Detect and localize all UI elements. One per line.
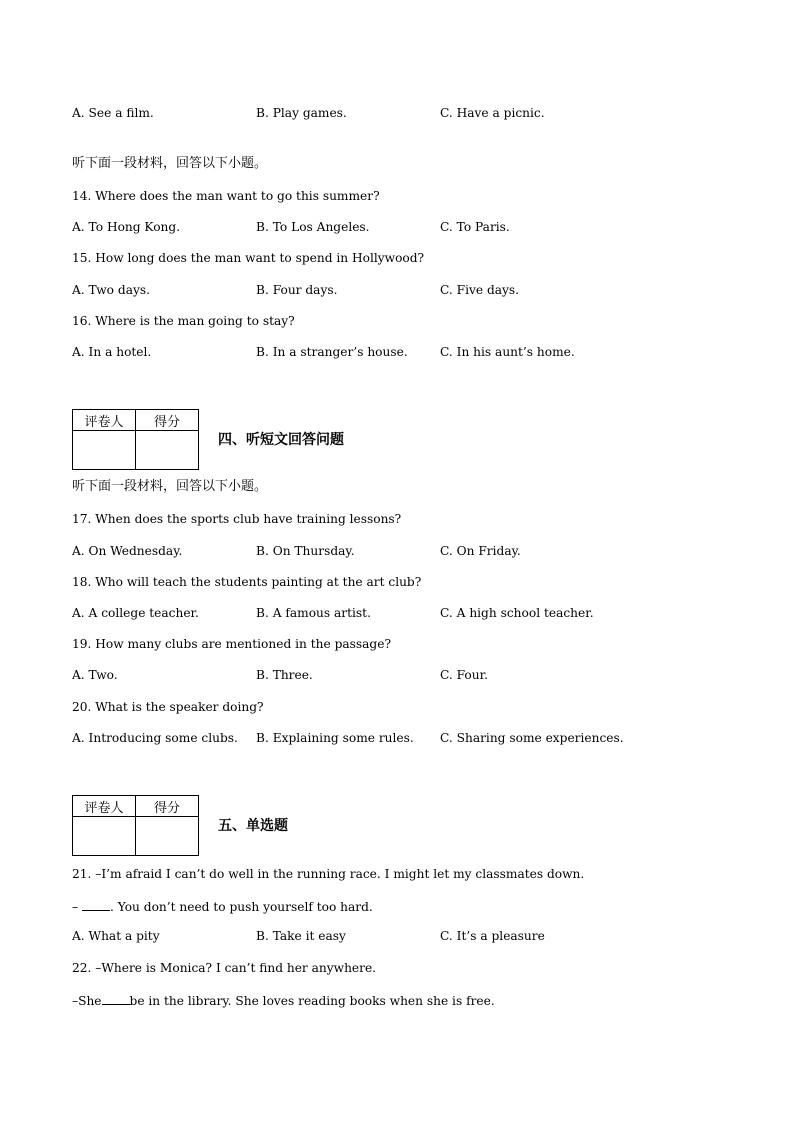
q19-option-a: A. Two. xyxy=(72,668,118,682)
answer-blank xyxy=(82,910,110,911)
section-title: 五、单选题 xyxy=(218,818,288,834)
q21-options xyxy=(72,928,732,944)
q15-option-a: A. Two days. xyxy=(72,283,150,297)
q17-option-b: B. On Thursday. xyxy=(256,544,355,558)
question-21-response xyxy=(72,899,373,915)
question-22-response xyxy=(72,993,495,1009)
grader-header: 评卷人 xyxy=(73,410,136,431)
question-20: 20. What is the speaker doing? xyxy=(72,700,264,714)
score-cell xyxy=(136,817,199,856)
q17-option-a: A. On Wednesday. xyxy=(72,544,183,558)
q17-option-c: C. On Friday. xyxy=(440,544,521,558)
q18-option-a: A. A college teacher. xyxy=(72,606,199,620)
q17-options xyxy=(72,543,732,559)
q16-option-b: B. In a stranger’s house. xyxy=(256,345,408,359)
section-title: 四、听短文回答问题 xyxy=(218,432,344,448)
listening-instruction: 听下面一段材料，回答以下小题。 xyxy=(72,156,268,171)
question-22-response-text: be in the library. She loves reading books when she is free. xyxy=(129,994,495,1008)
q19-option-c: C. Four. xyxy=(440,668,488,682)
q16-options xyxy=(72,344,732,360)
q13-option-c: C. Have a picnic. xyxy=(440,106,545,120)
question-21: 21. –I’m afraid I can’t do well in the running race. I might let my classmates down. xyxy=(72,867,585,881)
q19-option-b: B. Three. xyxy=(256,668,313,682)
q18-options xyxy=(72,605,732,621)
dash: – xyxy=(72,900,79,914)
question-21-response-text: . You don’t need to push yourself too hard. xyxy=(109,900,373,914)
answer-blank xyxy=(102,1004,130,1005)
score-table xyxy=(72,409,199,470)
q15-option-b: B. Four days. xyxy=(256,283,338,297)
grader-header: 评卷人 xyxy=(73,796,136,817)
score-cell xyxy=(136,431,199,470)
q15-options xyxy=(72,282,732,298)
question-15: 15. How long does the man want to spend in Hollywood? xyxy=(72,251,425,265)
q18-option-c: C. A high school teacher. xyxy=(440,606,594,620)
q13-option-a: A. See a film. xyxy=(72,106,154,120)
q14-option-a: A. To Hong Kong. xyxy=(72,220,181,234)
question-16: 16. Where is the man going to stay? xyxy=(72,314,295,328)
q19-options xyxy=(72,667,732,683)
question-19: 19. How many clubs are mentioned in the passage? xyxy=(72,637,391,651)
score-header: 得分 xyxy=(136,796,199,817)
q20-option-c: C. Sharing some experiences. xyxy=(440,731,624,745)
q21-option-c: C. It’s a pleasure xyxy=(440,929,545,943)
q21-option-b: B. Take it easy xyxy=(256,929,346,943)
question-14: 14. Where does the man want to go this summer? xyxy=(72,189,380,203)
question-17: 17. When does the sports club have training lessons? xyxy=(72,512,402,526)
q20-options xyxy=(72,730,732,746)
q13-options xyxy=(72,105,732,121)
q14-option-b: B. To Los Angeles. xyxy=(256,220,370,234)
q20-option-b: B. Explaining some rules. xyxy=(256,731,414,745)
grader-cell xyxy=(73,817,136,856)
q21-option-a: A. What a pity xyxy=(72,929,160,943)
q14-options xyxy=(72,219,732,235)
question-22: 22. –Where is Monica? I can’t find her anywhere. xyxy=(72,961,377,975)
q16-option-c: C. In his aunt’s home. xyxy=(440,345,575,359)
q20-option-a: A. Introducing some clubs. xyxy=(72,731,238,745)
q18-option-b: B. A famous artist. xyxy=(256,606,371,620)
score-table xyxy=(72,795,199,856)
q13-option-b: B. Play games. xyxy=(256,106,347,120)
score-header: 得分 xyxy=(136,410,199,431)
question-22-response-prefix: –She xyxy=(72,994,102,1008)
q16-option-a: A. In a hotel. xyxy=(72,345,152,359)
q14-option-c: C. To Paris. xyxy=(440,220,510,234)
question-18: 18. Who will teach the students painting at the art club? xyxy=(72,575,422,589)
q15-option-c: C. Five days. xyxy=(440,283,520,297)
grader-cell xyxy=(73,431,136,470)
listening-instruction: 听下面一段材料，回答以下小题。 xyxy=(72,479,268,494)
